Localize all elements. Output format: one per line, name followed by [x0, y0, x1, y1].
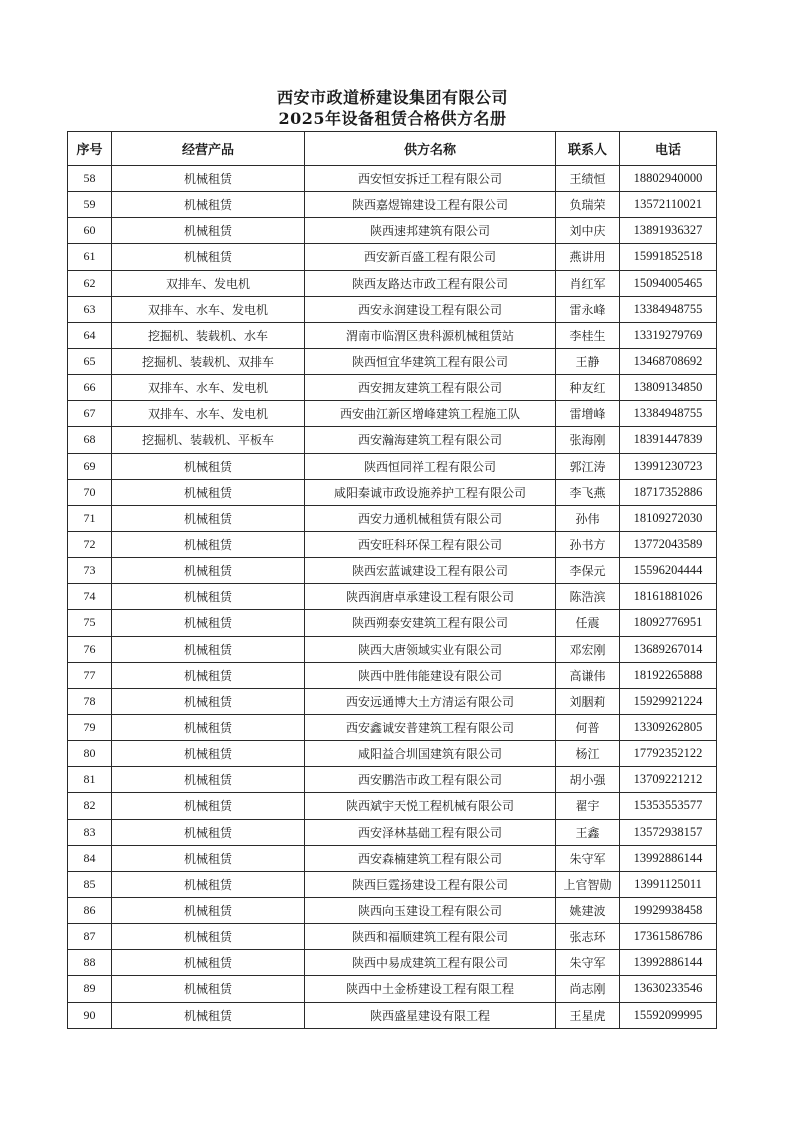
cell-seq: 82 [68, 793, 112, 819]
table-body [68, 166, 717, 1029]
cell-contact: 李桂生 [556, 322, 620, 348]
cell-product: 双排车、水车、发电机 [112, 401, 305, 427]
cell-product: 挖掘机、装载机、平板车 [112, 427, 305, 453]
header-contact: 联系人 [556, 132, 620, 166]
cell-supplier: 西安曲江新区增峰建筑工程施工队 [305, 401, 556, 427]
cell-seq: 68 [68, 427, 112, 453]
cell-phone: 18717352886 [620, 479, 717, 505]
cell-supplier: 陕西斌宇天悦工程机械有限公司 [305, 793, 556, 819]
cell-contact: 朱守军 [556, 950, 620, 976]
table-row [68, 270, 717, 296]
table-header-row [68, 132, 717, 166]
cell-supplier: 咸阳益合圳国建筑有限公司 [305, 741, 556, 767]
cell-product: 机械租赁 [112, 688, 305, 714]
cell-seq: 71 [68, 505, 112, 531]
cell-seq: 58 [68, 166, 112, 192]
header-seq: 序号 [68, 132, 112, 166]
cell-phone: 13709221212 [620, 767, 717, 793]
cell-seq: 62 [68, 270, 112, 296]
cell-product: 机械租赁 [112, 244, 305, 270]
cell-phone: 18391447839 [620, 427, 717, 453]
cell-product: 机械租赁 [112, 610, 305, 636]
cell-supplier: 陕西巨霆扬建设工程有限公司 [305, 871, 556, 897]
table-row [68, 558, 717, 584]
cell-phone: 18802940000 [620, 166, 717, 192]
cell-supplier: 陕西大唐领域实业有限公司 [305, 636, 556, 662]
cell-phone: 17361586786 [620, 924, 717, 950]
cell-phone: 13630233546 [620, 976, 717, 1002]
cell-seq: 59 [68, 192, 112, 218]
cell-supplier: 西安拥友建筑工程有限公司 [305, 375, 556, 401]
table-row [68, 531, 717, 557]
cell-phone: 15991852518 [620, 244, 717, 270]
cell-phone: 13891936327 [620, 218, 717, 244]
cell-phone: 19929938458 [620, 897, 717, 923]
cell-seq: 84 [68, 845, 112, 871]
cell-supplier: 陕西友路达市政工程有限公司 [305, 270, 556, 296]
cell-seq: 74 [68, 584, 112, 610]
cell-contact: 何普 [556, 714, 620, 740]
cell-product: 机械租赁 [112, 558, 305, 584]
cell-phone: 15592099995 [620, 1002, 717, 1028]
cell-product: 机械租赁 [112, 793, 305, 819]
cell-product: 机械租赁 [112, 531, 305, 557]
cell-product: 机械租赁 [112, 845, 305, 871]
cell-supplier: 陕西中土金桥建设工程有限工程 [305, 976, 556, 1002]
cell-product: 双排车、水车、发电机 [112, 296, 305, 322]
cell-phone: 13991125011 [620, 871, 717, 897]
cell-supplier: 西安旺科环保工程有限公司 [305, 531, 556, 557]
cell-contact: 王星虎 [556, 1002, 620, 1028]
table-row [68, 636, 717, 662]
table-row [68, 793, 717, 819]
cell-supplier: 西安鹏浩市政工程有限公司 [305, 767, 556, 793]
cell-phone: 13468708692 [620, 348, 717, 374]
cell-seq: 61 [68, 244, 112, 270]
cell-supplier: 陕西速邦建筑有限公司 [305, 218, 556, 244]
table-row [68, 479, 717, 505]
table-row [68, 662, 717, 688]
table-row [68, 950, 717, 976]
cell-product: 机械租赁 [112, 1002, 305, 1028]
table-row [68, 401, 717, 427]
cell-phone: 13572938157 [620, 819, 717, 845]
table-row [68, 924, 717, 950]
cell-product: 机械租赁 [112, 871, 305, 897]
table-row [68, 375, 717, 401]
cell-phone: 13991230723 [620, 453, 717, 479]
cell-product: 机械租赁 [112, 976, 305, 1002]
cell-product: 机械租赁 [112, 453, 305, 479]
cell-supplier: 陕西恒同祥工程有限公司 [305, 453, 556, 479]
table-row [68, 767, 717, 793]
cell-product: 双排车、水车、发电机 [112, 375, 305, 401]
cell-seq: 72 [68, 531, 112, 557]
cell-seq: 70 [68, 479, 112, 505]
table-row [68, 427, 717, 453]
cell-seq: 65 [68, 348, 112, 374]
table-row [68, 192, 717, 218]
cell-supplier: 西安瀚海建筑工程有限公司 [305, 427, 556, 453]
table-row [68, 610, 717, 636]
cell-contact: 任震 [556, 610, 620, 636]
cell-supplier: 西安永润建设工程有限公司 [305, 296, 556, 322]
cell-product: 机械租赁 [112, 662, 305, 688]
cell-contact: 姚建波 [556, 897, 620, 923]
table-row [68, 688, 717, 714]
cell-contact: 上官智勋 [556, 871, 620, 897]
cell-supplier: 咸阳秦诚市政设施养护工程有限公司 [305, 479, 556, 505]
cell-seq: 79 [68, 714, 112, 740]
cell-phone: 13992886144 [620, 845, 717, 871]
cell-phone: 18109272030 [620, 505, 717, 531]
cell-product: 机械租赁 [112, 897, 305, 923]
cell-product: 机械租赁 [112, 741, 305, 767]
document-title: 西安市政道桥建设集团有限公司 [276, 88, 508, 107]
cell-phone: 18192265888 [620, 662, 717, 688]
table-row [68, 976, 717, 1002]
cell-phone: 15094005465 [620, 270, 717, 296]
cell-contact: 高谦伟 [556, 662, 620, 688]
cell-phone: 13772043589 [620, 531, 717, 557]
cell-contact: 胡小强 [556, 767, 620, 793]
cell-seq: 90 [68, 1002, 112, 1028]
table-row [68, 453, 717, 479]
cell-product: 机械租赁 [112, 714, 305, 740]
cell-contact: 李飞燕 [556, 479, 620, 505]
table-row [68, 741, 717, 767]
cell-product: 机械租赁 [112, 192, 305, 218]
table-row [68, 348, 717, 374]
cell-product: 机械租赁 [112, 950, 305, 976]
cell-product: 挖掘机、装载机、双排车 [112, 348, 305, 374]
cell-supplier: 陕西朔泰安建筑工程有限公司 [305, 610, 556, 636]
cell-supplier: 陕西恒宜华建筑工程有限公司 [305, 348, 556, 374]
table-row [68, 897, 717, 923]
cell-contact: 邓宏刚 [556, 636, 620, 662]
cell-contact: 孙书方 [556, 531, 620, 557]
table-row [68, 218, 717, 244]
cell-contact: 雷增峰 [556, 401, 620, 427]
cell-product: 机械租赁 [112, 636, 305, 662]
cell-product: 机械租赁 [112, 819, 305, 845]
cell-contact: 孙伟 [556, 505, 620, 531]
cell-contact: 杨江 [556, 741, 620, 767]
table-row [68, 714, 717, 740]
cell-contact: 王绩恒 [556, 166, 620, 192]
cell-supplier: 西安新百盛工程有限公司 [305, 244, 556, 270]
cell-phone: 13689267014 [620, 636, 717, 662]
cell-supplier: 西安恒安拆迁工程有限公司 [305, 166, 556, 192]
cell-seq: 75 [68, 610, 112, 636]
cell-supplier: 西安鑫诚安普建筑工程有限公司 [305, 714, 556, 740]
cell-seq: 60 [68, 218, 112, 244]
table-row [68, 845, 717, 871]
cell-seq: 78 [68, 688, 112, 714]
cell-phone: 13809134850 [620, 375, 717, 401]
cell-phone: 13384948755 [620, 296, 717, 322]
cell-seq: 88 [68, 950, 112, 976]
cell-contact: 张志环 [556, 924, 620, 950]
cell-product: 机械租赁 [112, 924, 305, 950]
table-row [68, 1002, 717, 1028]
cell-contact: 种友红 [556, 375, 620, 401]
cell-seq: 77 [68, 662, 112, 688]
cell-contact: 王静 [556, 348, 620, 374]
cell-product: 双排车、发电机 [112, 270, 305, 296]
supplier-table [67, 131, 717, 1029]
cell-product: 机械租赁 [112, 584, 305, 610]
cell-supplier: 西安泽林基础工程有限公司 [305, 819, 556, 845]
cell-seq: 67 [68, 401, 112, 427]
cell-contact: 张海刚 [556, 427, 620, 453]
cell-seq: 76 [68, 636, 112, 662]
cell-contact: 翟宇 [556, 793, 620, 819]
cell-product: 挖掘机、装载机、水车 [112, 322, 305, 348]
cell-phone: 18092776951 [620, 610, 717, 636]
cell-product: 机械租赁 [112, 166, 305, 192]
cell-supplier: 渭南市临渭区贵科源机械租赁站 [305, 322, 556, 348]
cell-contact: 李保元 [556, 558, 620, 584]
cell-seq: 86 [68, 897, 112, 923]
cell-contact: 王鑫 [556, 819, 620, 845]
cell-contact: 陈浩滨 [556, 584, 620, 610]
cell-phone: 18161881026 [620, 584, 717, 610]
header-product: 经营产品 [112, 132, 305, 166]
cell-phone: 17792352122 [620, 741, 717, 767]
cell-product: 机械租赁 [112, 505, 305, 531]
cell-product: 机械租赁 [112, 218, 305, 244]
cell-phone: 15353553577 [620, 793, 717, 819]
cell-phone: 13572110021 [620, 192, 717, 218]
table-row [68, 505, 717, 531]
cell-seq: 85 [68, 871, 112, 897]
document-subtitle: 2025年设备租赁合格供方名册 [278, 109, 507, 128]
cell-phone: 15929921224 [620, 688, 717, 714]
cell-supplier: 陕西盛星建设有限工程 [305, 1002, 556, 1028]
cell-supplier: 西安力通机械租赁有限公司 [305, 505, 556, 531]
cell-seq: 83 [68, 819, 112, 845]
cell-phone: 13992886144 [620, 950, 717, 976]
cell-seq: 73 [68, 558, 112, 584]
cell-seq: 80 [68, 741, 112, 767]
cell-phone: 13319279769 [620, 322, 717, 348]
table-row [68, 166, 717, 192]
cell-supplier: 陕西嘉煜锦建设工程有限公司 [305, 192, 556, 218]
cell-contact: 刘中庆 [556, 218, 620, 244]
cell-seq: 66 [68, 375, 112, 401]
cell-contact: 郭江涛 [556, 453, 620, 479]
cell-supplier: 陕西润唐卓承建设工程有限公司 [305, 584, 556, 610]
cell-seq: 64 [68, 322, 112, 348]
cell-contact: 负瑞荣 [556, 192, 620, 218]
cell-contact: 雷永峰 [556, 296, 620, 322]
cell-seq: 63 [68, 296, 112, 322]
cell-supplier: 陕西中胜伟能建设有限公司 [305, 662, 556, 688]
cell-seq: 81 [68, 767, 112, 793]
cell-contact: 刘胭莉 [556, 688, 620, 714]
cell-phone: 13384948755 [620, 401, 717, 427]
table-row [68, 584, 717, 610]
cell-contact: 肖红军 [556, 270, 620, 296]
table-row [68, 296, 717, 322]
cell-contact: 朱守军 [556, 845, 620, 871]
cell-supplier: 西安远通博大土方清运有限公司 [305, 688, 556, 714]
table-row [68, 819, 717, 845]
table-row [68, 322, 717, 348]
cell-supplier: 陕西向玉建设工程有限公司 [305, 897, 556, 923]
cell-product: 机械租赁 [112, 479, 305, 505]
table-row [68, 871, 717, 897]
header-supplier: 供方名称 [305, 132, 556, 166]
cell-product: 机械租赁 [112, 767, 305, 793]
cell-phone: 13309262805 [620, 714, 717, 740]
table-row [68, 244, 717, 270]
cell-supplier: 陕西宏蓝诚建设工程有限公司 [305, 558, 556, 584]
cell-seq: 89 [68, 976, 112, 1002]
cell-phone: 15596204444 [620, 558, 717, 584]
cell-supplier: 陕西中易成建筑工程有限公司 [305, 950, 556, 976]
header-phone: 电话 [620, 132, 717, 166]
cell-seq: 69 [68, 453, 112, 479]
cell-seq: 87 [68, 924, 112, 950]
cell-supplier: 西安森楠建筑工程有限公司 [305, 845, 556, 871]
cell-contact: 燕讲用 [556, 244, 620, 270]
cell-supplier: 陕西和福顺建筑工程有限公司 [305, 924, 556, 950]
cell-contact: 尚志刚 [556, 976, 620, 1002]
